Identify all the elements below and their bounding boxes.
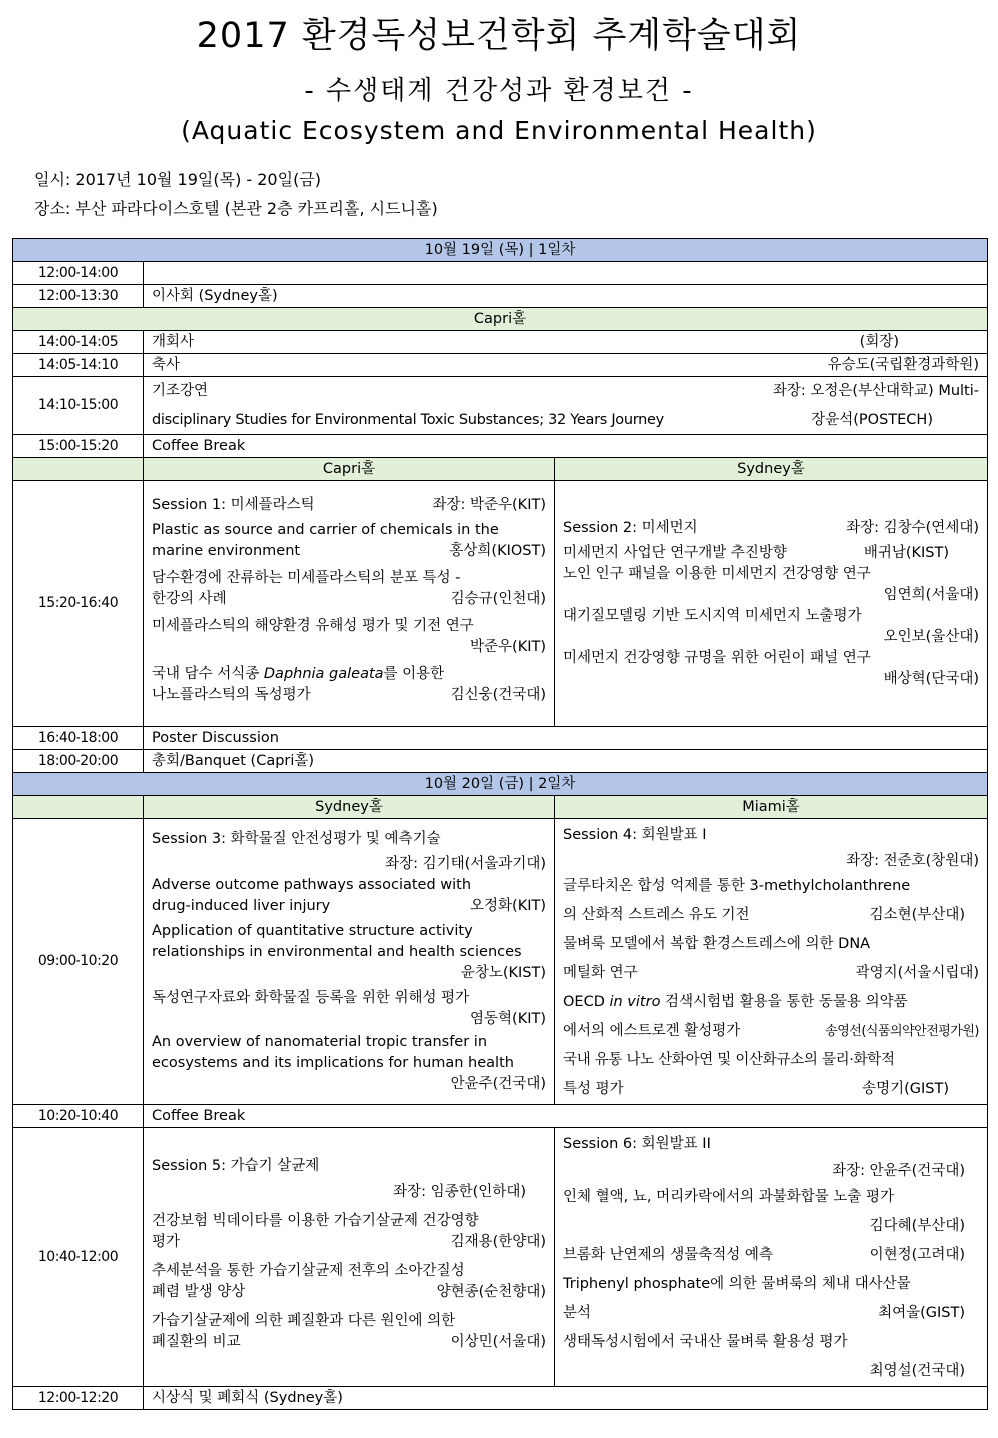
time-cell: 09:00-10:20 — [13, 819, 144, 1105]
time-cell: 10:20-10:40 — [13, 1105, 144, 1128]
talk-title: An overview of nanomaterial tropic transfer in — [152, 1033, 488, 1050]
species-name: Daphnia galeata — [263, 666, 384, 682]
time-cell: 12:00-14:00 — [13, 262, 144, 285]
talk — [563, 1328, 979, 1386]
table-row — [13, 262, 988, 285]
day1-label: 10월 19일 (목) | 1일차 — [13, 239, 988, 262]
time-cell: 18:00-20:00 — [13, 750, 144, 773]
keynote-title: disciplinary Studies for Environmental Toxic Substances; 32 Years Journey — [152, 412, 664, 428]
session-2 — [555, 481, 988, 727]
talk-title: 건강보험 빅데이타를 이용한 가습기살균제 건강영향 — [152, 1212, 479, 1229]
event-place: 장소: 부산 파라다이스호텔 (본관 2층 카프리홀, 시드니홀) — [34, 199, 438, 218]
time-cell: 14:05-14:10 — [13, 354, 144, 377]
hall-label: Capri홀 — [144, 458, 555, 481]
event-cell — [144, 262, 988, 285]
talk-title: 국내 담수 서식종 — [152, 666, 264, 682]
speaker: 이상민(서울대) — [450, 1333, 546, 1350]
time-cell: 15:00-15:20 — [13, 435, 144, 458]
talk-title: Triphenyl phosphate에 의한 물벼룩의 체내 대사산물 — [563, 1276, 911, 1292]
table-row — [13, 285, 988, 308]
talk-title: OECD — [563, 994, 610, 1010]
speaker: 김승규(인천대) — [450, 591, 546, 607]
table-row — [13, 727, 988, 750]
event-cell — [144, 354, 988, 377]
speaker: 오인보(울산대) — [883, 628, 979, 645]
talk — [152, 988, 546, 1030]
speaker: 홍상희(KIOST) — [449, 543, 546, 559]
time-cell: 12:00-13:30 — [13, 285, 144, 308]
speaker: 곽영지(서울시립대) — [855, 965, 979, 981]
chair: 좌장: 김창수(연세대) — [846, 519, 979, 536]
talk-title: 독성연구자료와 화학물질 등록을 위한 위해성 평가 — [152, 989, 470, 1006]
talk-title: 물벼룩 모델에서 복합 환경스트레스에 의한 DNA — [563, 936, 871, 952]
talk-title: 를 이용한 — [383, 666, 445, 682]
talk — [152, 664, 546, 706]
talk — [152, 1311, 546, 1353]
talk-title: 평가 — [152, 1233, 181, 1250]
hall-row — [13, 308, 988, 331]
talk-title: 폐렴 발생 양상 — [152, 1283, 246, 1300]
table-row — [13, 1387, 988, 1410]
session-header: Session 5: 가습기 살균제 — [152, 1157, 320, 1174]
speaker: 최여울(GIST) — [878, 1305, 965, 1321]
session-header: Session 3: 화학물질 안전성평가 및 예측기술 — [152, 830, 441, 847]
session-header: Session 1: 미세플라스틱 — [152, 497, 315, 513]
talk — [152, 1032, 546, 1095]
speaker: 최영설(건국대) — [869, 1363, 965, 1379]
talk-title: Application of quantitative structure activity — [152, 922, 473, 939]
talk-title: 특성 평가 — [563, 1081, 624, 1097]
event-cell: Poster Discussion — [144, 727, 988, 750]
speaker: 박준우(KIT) — [470, 639, 546, 655]
talk-title: 추세분석을 통한 가습기살균제 전후의 소아간질성 — [152, 1262, 465, 1279]
talk — [152, 616, 546, 658]
chair: 좌장: 김기태(서울과기대) — [385, 855, 546, 872]
talk-title: relationships in environmental and health sciences — [152, 943, 522, 960]
talk-title: Plastic as source and carrier of chemicals in the — [152, 522, 499, 538]
talk — [152, 568, 546, 610]
talk — [152, 921, 546, 984]
talk-title: 메틸화 연구 — [563, 965, 638, 981]
talk-title: ecosystems and its implications for human health — [152, 1054, 514, 1071]
talk — [563, 1046, 979, 1104]
speaker: 윤창노(KIST) — [460, 964, 546, 981]
table-row — [13, 819, 988, 1105]
event-cell — [144, 377, 988, 435]
session-6 — [555, 1128, 988, 1387]
speaker: 이현정(고려대) — [869, 1247, 965, 1263]
method-name: in vitro — [609, 994, 661, 1010]
talk — [563, 543, 979, 564]
session-3 — [144, 819, 555, 1105]
talk — [563, 564, 979, 606]
time-cell: 16:40-18:00 — [13, 727, 144, 750]
schedule-table — [12, 238, 988, 1410]
event-title: 기조강연 — [152, 383, 209, 399]
talk — [563, 872, 979, 930]
speaker: 염동혁(KIT) — [470, 1010, 546, 1027]
talk — [563, 930, 979, 988]
hall-label: Miami홀 — [555, 796, 988, 819]
subtitle-english: (Aquatic Ecosystem and Environmental Health) — [181, 116, 817, 145]
talk-title: 국내 유통 나노 산화아연 및 이산화규소의 물리·화학적 — [563, 1052, 895, 1068]
table-row — [13, 1105, 988, 1128]
table-row — [13, 435, 988, 458]
table-row — [13, 481, 988, 727]
talk-title: 분석 — [563, 1305, 592, 1321]
talk — [563, 648, 979, 690]
talk-title: 의 산화적 스트레스 유도 기전 — [563, 907, 750, 923]
page-title: 2017 환경독성보건학회 추계학술대회 — [196, 16, 802, 56]
talk — [563, 606, 979, 648]
speaker: 임연희(서울대) — [883, 586, 979, 603]
subtitle-korean: - 수생태계 건강성과 환경보건 - — [304, 76, 694, 106]
talk-title: 인체 혈액, 뇨, 머리카락에서의 과불화합물 노출 평가 — [563, 1189, 895, 1205]
talk-title: 가습기살균제에 의한 폐질환과 다른 원인에 의한 — [152, 1312, 456, 1329]
event-date: 일시: 2017년 10월 19일(목) - 20일(금) — [34, 170, 322, 189]
event-cell: Coffee Break — [144, 435, 988, 458]
event-cell: 시상식 및 폐회식 (Sydney홀) — [144, 1387, 988, 1410]
event-title: 축사 — [152, 356, 181, 373]
event-title: 개회사 — [152, 333, 195, 350]
talk-title: drug-induced liver injury — [152, 897, 331, 914]
talk-title: 폐질환의 비교 — [152, 1333, 241, 1350]
talk-title: 한강의 사례 — [152, 591, 227, 607]
time-cell: 15:20-16:40 — [13, 481, 144, 727]
day2-header-row — [13, 773, 988, 796]
speaker: (회장) — [859, 333, 899, 350]
speaker: 유승도(국립환경과학원) — [827, 356, 979, 373]
talk — [563, 1183, 979, 1241]
table-row — [13, 750, 988, 773]
table-row — [13, 1128, 988, 1387]
talk-title: marine environment — [152, 543, 301, 559]
hall-row — [13, 796, 988, 819]
hall-label: Capri홀 — [13, 308, 988, 331]
session-4 — [555, 819, 988, 1105]
talk-title: 검색시험법 활용을 통한 동물용 의약품 — [660, 994, 908, 1010]
talk — [152, 875, 546, 917]
session-1 — [144, 481, 555, 727]
empty-cell — [13, 796, 144, 819]
talk — [152, 1211, 546, 1253]
empty-cell — [13, 458, 144, 481]
talk-title: 미세플라스틱의 해양환경 유해성 평가 및 기전 연구 — [152, 618, 474, 634]
talk — [152, 520, 546, 562]
time-cell: 12:00-12:20 — [13, 1387, 144, 1410]
talk-title: 미세먼지 건강영향 규명을 위한 어린이 패널 연구 — [563, 649, 871, 666]
speaker: 양현종(순천향대) — [436, 1283, 546, 1300]
talk-title: 글루타치온 합성 억제를 통한 3-methylcholanthrene — [563, 878, 911, 894]
chair: 좌장: 전준호(창원대) — [846, 853, 979, 869]
speaker: 김다혜(부산대) — [869, 1218, 965, 1234]
hall-row — [13, 458, 988, 481]
talk — [563, 1241, 979, 1270]
event-cell: 총회/Banquet (Capri홀) — [144, 750, 988, 773]
speaker: 안윤주(건국대) — [450, 1075, 546, 1092]
speaker: 김신웅(건국대) — [450, 687, 546, 703]
time-cell: 14:10-15:00 — [13, 377, 144, 435]
day1-header-row — [13, 239, 988, 262]
speaker: 김소현(부산대) — [869, 907, 965, 923]
speaker: 배상혁(단국대) — [883, 670, 979, 687]
talk-title: 나노플라스틱의 독성평가 — [152, 687, 311, 703]
event-cell — [144, 331, 988, 354]
talk-title: 담수환경에 잔류하는 미세플라스틱의 분포 특성 - — [152, 570, 461, 586]
talk-title: 브롬화 난연제의 생물축적성 예측 — [563, 1247, 773, 1263]
session-5 — [144, 1128, 555, 1387]
speaker: 배귀남(KIST) — [863, 544, 949, 561]
talk-title: 대기질모델링 기반 도시지역 미세먼지 노출평가 — [563, 607, 862, 624]
speaker: 송영선(식품의약안전평가원) — [825, 1024, 979, 1039]
talk — [563, 988, 979, 1046]
talk — [152, 1261, 546, 1303]
hall-label: Sydney홀 — [144, 796, 555, 819]
talk-title: Adverse outcome pathways associated with — [152, 876, 472, 893]
session-header: Session 2: 미세먼지 — [563, 519, 698, 536]
time-cell: 14:00-14:05 — [13, 331, 144, 354]
day2-label: 10월 20일 (금) | 2일차 — [13, 773, 988, 796]
speaker: 김재용(한양대) — [450, 1233, 546, 1250]
event-cell: 이사회 (Sydney홀) — [144, 285, 988, 308]
table-row — [13, 331, 988, 354]
talk-title: 생태독성시험에서 국내산 물벼룩 활용성 평가 — [563, 1334, 848, 1350]
time-cell: 10:40-12:00 — [13, 1128, 144, 1387]
talk-title: 미세먼지 사업단 연구개발 추진방향 — [563, 544, 787, 561]
table-row — [13, 377, 988, 435]
chair: 좌장: 임종한(인하대) — [393, 1183, 526, 1200]
table-row — [13, 354, 988, 377]
talk — [563, 1270, 979, 1328]
chair: 좌장: 오정은(부산대학교) Multi- — [772, 383, 979, 399]
hall-label: Sydney홀 — [555, 458, 988, 481]
event-cell: Coffee Break — [144, 1105, 988, 1128]
talk-title: 노인 인구 패널을 이용한 미세먼지 건강영향 연구 — [563, 565, 871, 582]
speaker: 장윤석(POSTECH) — [811, 412, 933, 428]
session-header: Session 4: 회원발표 I — [563, 827, 707, 843]
chair: 좌장: 안윤주(건국대) — [832, 1163, 965, 1179]
talk-title: 에서의 에스트로겐 활성평가 — [563, 1023, 741, 1039]
speaker: 오정화(KIT) — [470, 897, 546, 914]
session-header: Session 6: 회원발표 II — [563, 1136, 711, 1152]
speaker: 송명기(GIST) — [862, 1081, 949, 1097]
chair: 좌장: 박준우(KIT) — [432, 497, 546, 513]
